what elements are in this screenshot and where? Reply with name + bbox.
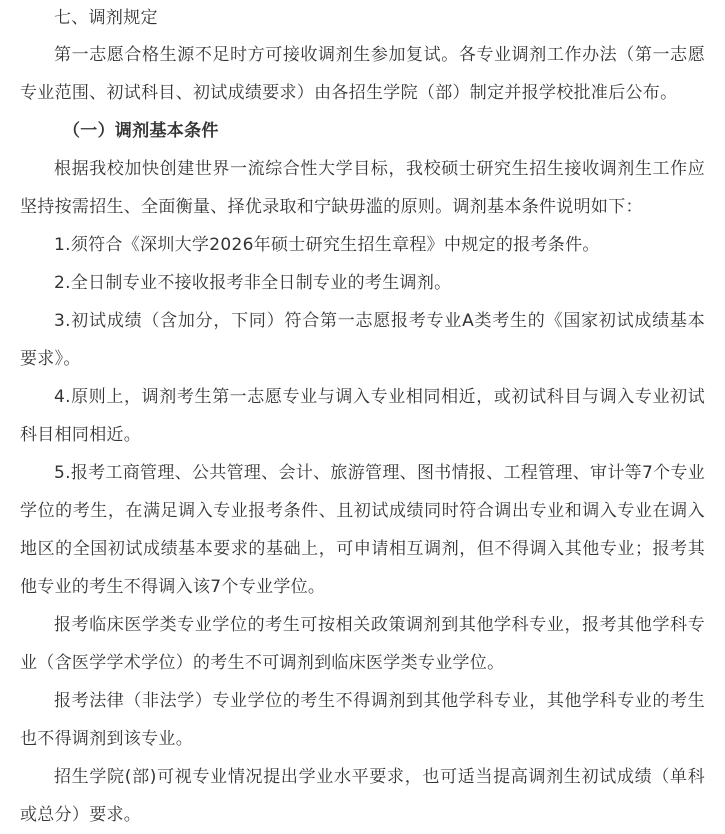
section-title: 七、调剂规定 — [54, 8, 158, 28]
basic-conditions-intro: 根据我校加快创建世界一流综合性大学目标，我校硕士研究生招生接收调剂生工作应坚持按需招生、全面衡量、择优录取和宁缺毋滥的原则。调剂基本条件说明如下： — [20, 159, 705, 217]
subsection-title: （一）调剂基本条件 — [63, 121, 219, 141]
note-academic-requirement: 招生学院(部)可视专业情况提出学业水平要求，也可适当提高调剂生初试成绩（单科或总分）要求。 — [20, 767, 705, 825]
note-clinical-medicine: 报考临床医学类专业学位的考生可按相关政策调剂到其他学科专业，报考其他学科专业（含医学学术学位）的考生不可调剂到临床医学类专业学位。 — [20, 615, 705, 673]
intro-paragraph: 第一志愿合格生源不足时方可接收调剂生参加复试。各专业调剂工作办法（第一志愿专业范围、初试科目、初试成绩要求）由各招生学院（部）制定并报学校批准后公布。 — [20, 45, 705, 103]
condition-3: 3.初试成绩（含加分，下同）符合第一志愿报考专业A类考生的《国家初试成绩基本要求》。 — [20, 311, 705, 369]
condition-2: 2.全日制专业不接收报考非全日制专业的考生调剂。 — [54, 273, 452, 293]
condition-4: 4.原则上，调剂考生第一志愿专业与调入专业相同相近，或初试科目与调入专业初试科目相同相近。 — [20, 387, 705, 445]
condition-5: 5.报考工商管理、公共管理、会计、旅游管理、图书情报、工程管理、审计等7个专业学位的考生，在满足调入专业报考条件、且初试成绩同时符合调出专业和调入专业在调入地区的全国初试成绩基本要求的基础上，可申请相互调剂，但不得调入其他专业；报考其他专业的考生不得调入该7个专业学位。 — [20, 463, 705, 597]
condition-1: 1.须符合《深圳大学2026年硕士研究生招生章程》中规定的报考条件。 — [54, 235, 600, 255]
note-law: 报考法律（非法学）专业学位的考生不得调剂到其他学科专业，其他学科专业的考生也不得调剂到该专业。 — [20, 691, 705, 749]
